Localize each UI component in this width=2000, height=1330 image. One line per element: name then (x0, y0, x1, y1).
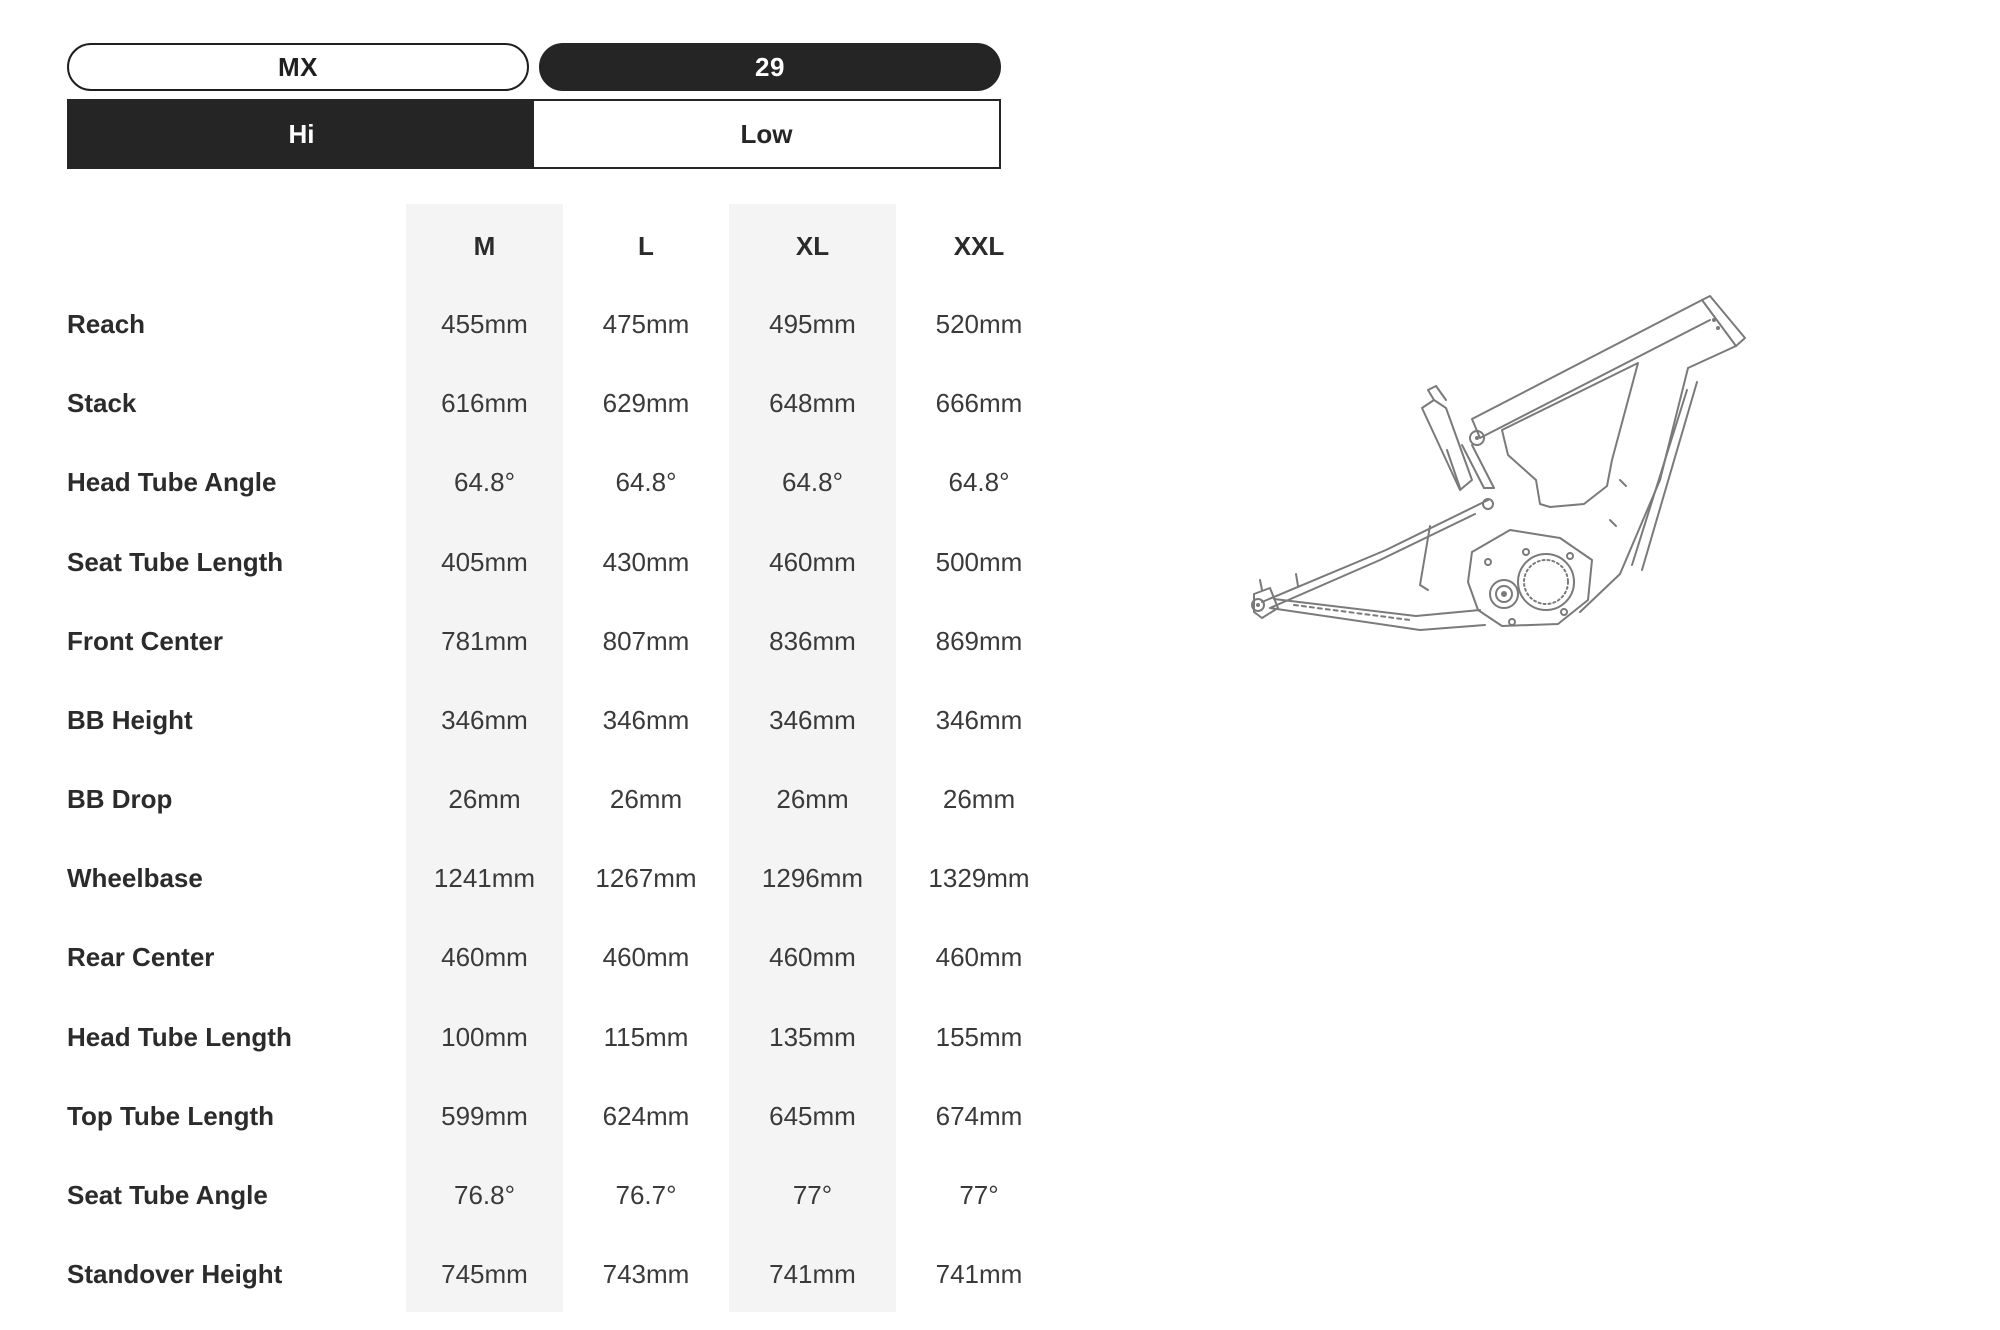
row-label: Reach (67, 309, 146, 339)
cell-xxl: 77° (959, 1180, 999, 1210)
table-row-seat-tube-angle (0, 1175, 1070, 1215)
wheel-option-mx-label: MX (278, 51, 318, 82)
size-header-l: L (638, 231, 654, 261)
cell-xxl: 500mm (935, 547, 1023, 577)
cell-m: 100mm (441, 1022, 528, 1052)
row-label: Rear Center (67, 942, 215, 972)
cell-xxl: 666mm (935, 388, 1023, 418)
cell-m: 599mm (441, 1101, 528, 1131)
cell-xl: 64.8° (781, 467, 843, 497)
cell-xl: 836mm (769, 626, 856, 656)
wheel-option-29-label: 29 (755, 51, 785, 82)
cell-xl: 741mm (769, 1259, 856, 1289)
wheel-option-mx[interactable] (67, 43, 529, 91)
row-label: Stack (67, 388, 137, 418)
cell-xxl: 520mm (935, 309, 1023, 339)
row-label: Seat Tube Angle (67, 1180, 268, 1210)
table-row-bb-drop (0, 779, 1070, 819)
wheel-option-29[interactable] (539, 43, 1001, 91)
cell-xxl: 64.8° (948, 467, 1010, 497)
cell-xxl: 346mm (935, 705, 1023, 735)
cell-xxl: 1329mm (928, 863, 1030, 893)
table-row-head-tube-angle (0, 462, 1070, 502)
cell-xl: 346mm (769, 705, 856, 735)
table-row-top-tube-length (0, 1096, 1070, 1136)
row-label: Head Tube Angle (67, 467, 277, 497)
cell-m: 64.8° (453, 467, 515, 497)
cell-l: 624mm (602, 1101, 690, 1131)
cell-xxl: 741mm (935, 1259, 1023, 1289)
cell-m: 460mm (441, 942, 528, 972)
bike-frame-illustration (1240, 290, 1760, 660)
flip-chip-low-label: Low (740, 118, 793, 149)
row-label: Head Tube Length (67, 1022, 292, 1052)
column-shade-m (406, 204, 563, 1312)
cell-xl: 495mm (769, 309, 856, 339)
cell-m: 781mm (441, 626, 528, 656)
cell-xxl: 460mm (935, 942, 1023, 972)
cell-m: 1241mm (433, 863, 536, 893)
cell-xxl: 155mm (935, 1022, 1023, 1052)
cell-l: 475mm (602, 309, 690, 339)
row-label: BB Height (67, 705, 193, 735)
flip-chip-toggle (67, 99, 1001, 169)
row-label: Top Tube Length (67, 1101, 274, 1131)
cell-xl: 648mm (769, 388, 856, 418)
cell-xl: 135mm (769, 1022, 856, 1052)
table-row-head-tube-length (0, 1017, 1070, 1057)
cell-l: 346mm (602, 705, 690, 735)
cell-xxl: 674mm (935, 1101, 1023, 1131)
row-label: Seat Tube Length (67, 547, 284, 577)
cell-xl: 460mm (769, 547, 856, 577)
column-shade-xl (729, 204, 896, 1312)
table-row-front-center (0, 621, 1070, 661)
table-row-reach (0, 304, 1070, 344)
row-label: Standover Height (67, 1259, 283, 1289)
cell-l: 26mm (609, 784, 683, 814)
cell-xxl: 869mm (935, 626, 1023, 656)
cell-xl: 460mm (769, 942, 856, 972)
table-row-bb-height (0, 700, 1070, 740)
row-label: Front Center (67, 626, 223, 656)
size-header-m: M (473, 231, 496, 261)
cell-m: 346mm (441, 705, 528, 735)
table-row-standover-height (0, 1254, 1070, 1294)
cell-m: 26mm (448, 784, 521, 814)
row-label: BB Drop (67, 784, 173, 814)
table-row-wheelbase (0, 858, 1070, 898)
cell-l: 629mm (602, 388, 690, 418)
row-label: Wheelbase (67, 863, 203, 893)
cell-l: 460mm (602, 942, 690, 972)
cell-l: 743mm (602, 1259, 690, 1289)
cell-l: 64.8° (615, 467, 677, 497)
cell-xl: 26mm (776, 784, 849, 814)
cell-m: 76.8° (453, 1180, 515, 1210)
table-row-stack (0, 383, 1070, 423)
cell-xl: 1296mm (761, 863, 864, 893)
cell-l: 430mm (602, 547, 690, 577)
flip-chip-low-button[interactable] (534, 101, 999, 167)
cell-xl: 77° (792, 1180, 833, 1210)
size-header-xxl: XXL (953, 231, 1005, 261)
flip-chip-hi-button[interactable] (69, 101, 534, 167)
cell-m: 455mm (441, 309, 528, 339)
cell-xxl: 26mm (942, 784, 1016, 814)
flip-chip-hi-label: Hi (288, 118, 315, 149)
table-row-seat-tube-length (0, 542, 1070, 582)
cell-m: 405mm (441, 547, 528, 577)
cell-m: 616mm (441, 388, 528, 418)
cell-l: 76.7° (615, 1180, 677, 1210)
cell-xl: 645mm (769, 1101, 856, 1131)
cell-m: 745mm (441, 1259, 528, 1289)
table-row-rear-center (0, 937, 1070, 977)
cell-l: 807mm (602, 626, 690, 656)
size-header-xl: XL (795, 231, 830, 261)
cell-l: 1267mm (595, 863, 697, 893)
cell-l: 115mm (603, 1022, 689, 1052)
